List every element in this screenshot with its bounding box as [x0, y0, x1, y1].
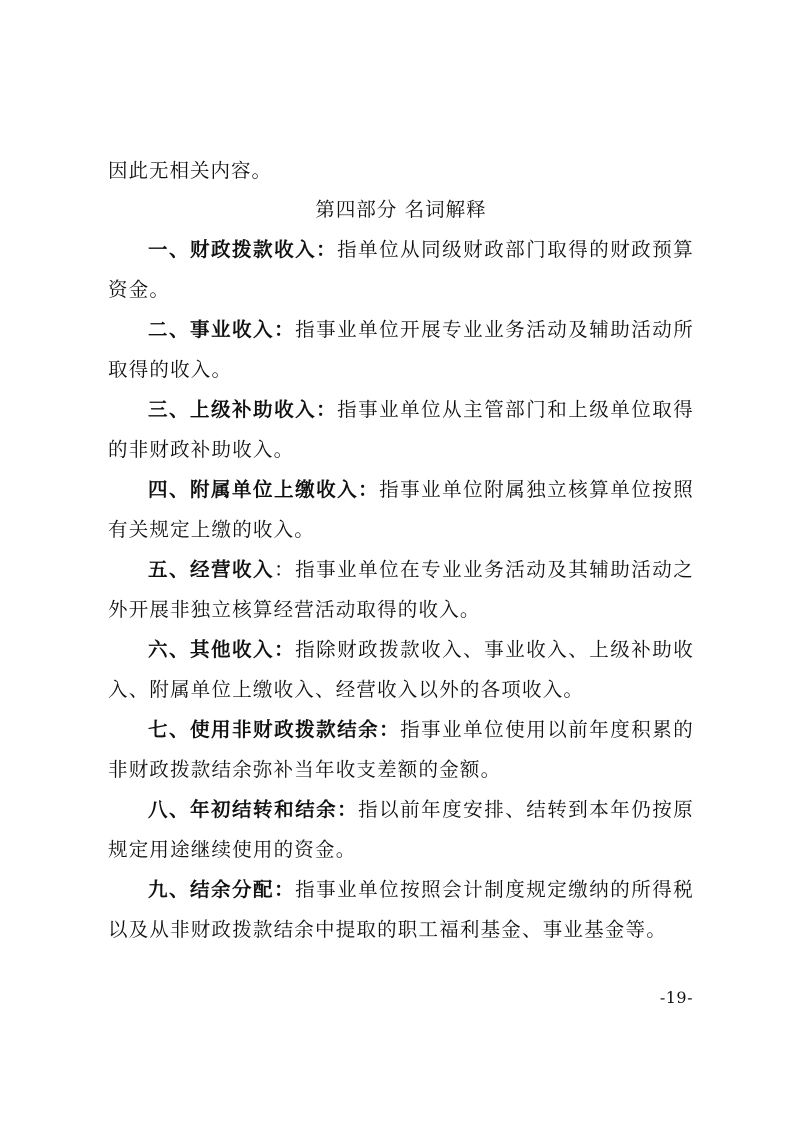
definition-item [108, 790, 694, 870]
definition-item [108, 870, 694, 950]
definition-term: 九、结余分配： [148, 878, 296, 901]
definition-text: 指事业单位开展专业业务活动及辅助活动所取得的收入。 [108, 318, 694, 381]
definition-term: 六、其他收入： [148, 638, 296, 661]
definition-text: 指以前年度安排、结转到本年仍按原规定用途继续使用的资金。 [108, 798, 694, 861]
definition-term: 五、经营收入 [148, 558, 275, 581]
definition-item [108, 710, 694, 790]
definition-text: 指单位从同级财政部门取得的财政预算资金。 [108, 238, 694, 301]
definition-term: 一、财政拨款收入： [148, 238, 338, 261]
definition-text: 指除财政拨款收入、事业收入、上级补助收入、附属单位上缴收入、经营收入以外的各项收入。 [108, 638, 694, 701]
definition-item [108, 310, 694, 390]
definition-term: 四、附属单位上缴收入： [148, 478, 380, 501]
definition-term: 八、年初结转和结余： [148, 798, 359, 821]
page-number: -19- [659, 988, 693, 1007]
definition-item [108, 630, 694, 710]
definition-term: 二、事业收入： [148, 318, 296, 341]
definition-item [108, 470, 694, 550]
definition-text: 指事业单位按照会计制度规定缴纳的所得税以及从非财政拨款结余中提取的职工福利基金、事业基金等。 [108, 878, 694, 941]
definition-text: ：指事业单位在专业业务活动及其辅助活动之外开展非独立核算经营活动取得的收入。 [108, 558, 694, 621]
definition-text: 指事业单位从主管部门和上级单位取得的非财政补助收入。 [108, 398, 694, 461]
definition-term: 七、使用非财政拨款结余： [148, 718, 401, 741]
definition-item [108, 230, 694, 310]
intro-line: 因此无相关内容。 [108, 159, 273, 182]
definition-item [108, 550, 694, 630]
definition-item [108, 390, 694, 470]
definition-term: 三、上级补助收入： [148, 398, 338, 421]
definition-text: 指事业单位使用以前年度积累的非财政拨款结余弥补当年收支差额的金额。 [108, 718, 694, 781]
definition-text: 指事业单位附属独立核算单位按照有关规定上缴的收入。 [108, 478, 694, 541]
definitions-list [108, 230, 694, 950]
section-title: 第四部分 名词解释 [315, 198, 487, 221]
